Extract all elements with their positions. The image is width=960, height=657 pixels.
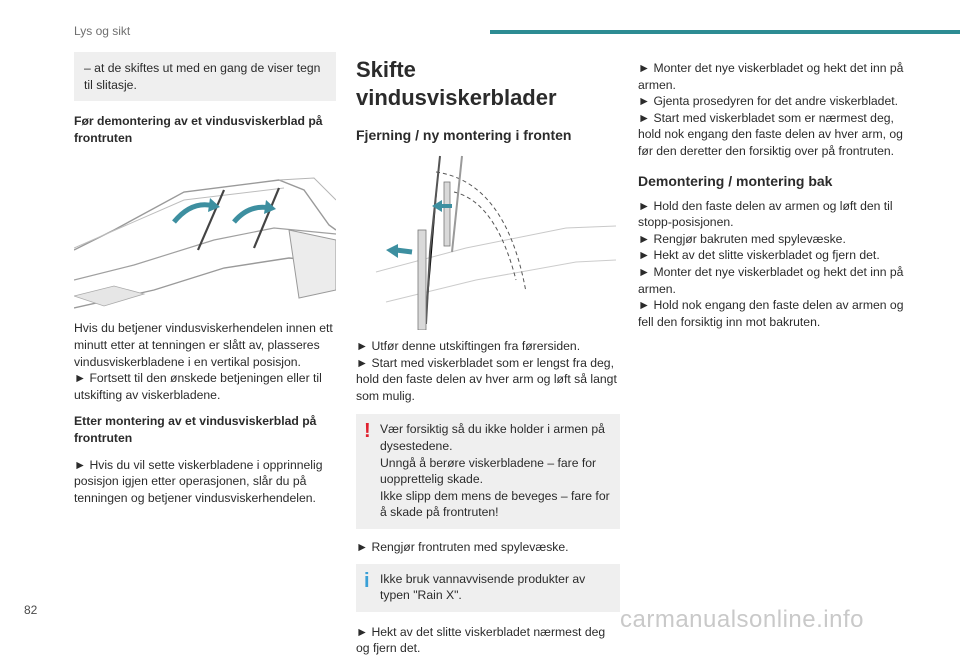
step-driver-side: ► Utfør denne utskiftingen fra førersiden. <box>356 339 581 353</box>
page-heading: Skifte vindusviskerblader <box>356 57 557 110</box>
warning-icon: ! <box>364 420 371 443</box>
step-remove-blade: ► Hekt av det slitte viskerbladet nærmest deg og fjern det. <box>356 624 606 656</box>
section-title: Lys og sikt <box>74 24 131 38</box>
info-icon: i <box>364 569 370 592</box>
subheading-front: Fjerning / ny montering i fronten <box>356 127 572 143</box>
wiper-blade-figure <box>356 152 620 330</box>
warning-text: Vær forsiktig så du ikke holder i armen på dysestedene. Unngå å berøre viskerbladene – fare for uopprettelig skade. Ikke slipp dem mens de beveges – fare for å skade på frontruten! <box>380 422 610 520</box>
heading-after-mounting: Etter montering av et vindusviskerblad på frontruten <box>74 414 317 445</box>
info-text: Ikke bruk vannavvisende produkter av typen "Rain X". <box>380 571 586 603</box>
page-number: 82 <box>24 603 38 617</box>
steps-front-mounting: ► Monter det nye viskerbladet og hekt det inn på armen. ► Gjenta prosedyren for det andre viskerbladet. ► Start med viskerbladet som er nærmest deg, hold nok engang den faste delen av hver arm, og før den deretter den forsiktig over på frontruten. <box>638 61 904 158</box>
column-right <box>638 52 906 330</box>
subheading-rear: Demontering / montering bak <box>638 172 833 189</box>
step-continue: ► Fortsett til den ønskede betjeningen eller til utskifting av viskerbladene. <box>74 371 322 402</box>
car-front-figure <box>74 170 336 310</box>
note-box <box>74 52 336 101</box>
header-accent-bar <box>490 30 960 34</box>
step-reset-position: ► Hvis du vil sette viskerbladene i opprinnelig posisjon igjen etter operasjonen, slår du på tenningen og betjener vindusviskerhendelen. <box>74 457 323 505</box>
note-text: – at de skiftes ut med en gang de viser tegn til slitasje. <box>84 61 321 92</box>
car-wiper-illustration <box>74 170 336 310</box>
watermark: carmanualsonline.info <box>620 606 864 633</box>
step-clean-windscreen: ► Rengjør frontruten med spylevæske. <box>356 539 569 554</box>
wiper-blade-illustration <box>356 152 620 330</box>
info-box <box>356 564 620 612</box>
steps-rear: ► Hold den faste delen av armen og løft den til stopp-posisjonen. ► Rengjør bakruten med spylevæske. ► Hekt av det slitte viskerbladet og fjern det. ► Monter det nye viskerbladet og hekt det inn på armen. ► Hold nok engang den faste delen av armen og fell den forsiktig inn mot bakruten. <box>638 198 904 329</box>
heading-before-removal: Før demontering av et vindusviskerblad på frontruten <box>74 114 323 145</box>
step-lift-arms: ► Start med viskerbladet som er lengst fra deg, hold den faste delen av hver arm og løft så langt som mulig. <box>356 355 617 403</box>
warning-box <box>356 414 620 529</box>
column-middle <box>356 52 620 657</box>
paragraph-vertical-position: Hvis du betjener vindusviskerhendelen innen ett minutt etter at tenningen er slått av, plasseres vindusviskerbladene i en vertikal posisjon. <box>74 321 333 369</box>
column-left <box>74 52 336 506</box>
